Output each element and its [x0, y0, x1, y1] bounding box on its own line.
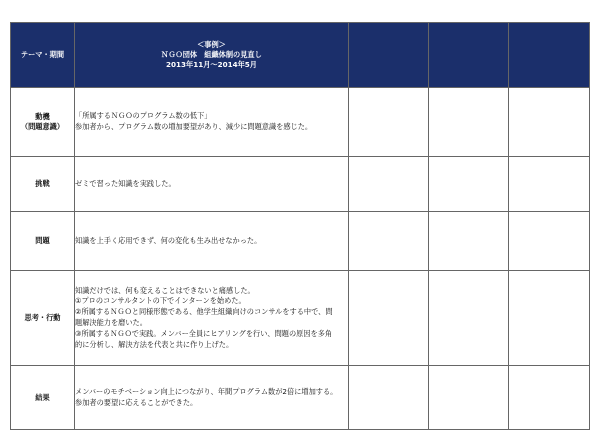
empty-cell: [429, 157, 509, 212]
theme-period-header: テーマ・期間: [11, 23, 75, 88]
body-line: 知識を上手く応用できず、何の変化も生み出せなかった。: [75, 235, 262, 245]
empty-cell: [429, 366, 509, 430]
empty-cell: [349, 157, 429, 212]
row-body: [75, 212, 349, 271]
row-body: [75, 271, 349, 366]
body-line: 題解決能力を磨いた。: [75, 318, 147, 327]
empty-cell: [509, 212, 590, 271]
body-line: ①プロのコンサルタントの下でインターンを始めた。: [75, 296, 246, 306]
case-table: [10, 22, 590, 430]
body-line: ②所属するＮＧＯと同様形態である、他学生組織向けのコンサルをする中で、問: [75, 307, 333, 317]
empty-cell: [509, 366, 590, 430]
row-label-line: 挑戦: [35, 179, 50, 188]
row-label: [11, 212, 75, 271]
empty-cell: [349, 271, 429, 366]
table-row-result: [11, 366, 590, 430]
row-label-line: （問題意識）: [20, 122, 65, 131]
empty-header-cell: [429, 23, 509, 88]
row-label: [11, 366, 75, 430]
row-label-line: 結果: [35, 392, 50, 402]
row-body: [75, 88, 349, 157]
body-line: 参加者から、プログラム数の増加要望があり、減少に問題意識を感じた。: [75, 122, 313, 131]
body-line: 参加者の要望に応えることができた。: [75, 397, 198, 407]
body-line: ゼミで習った知識を実践した。: [75, 178, 176, 188]
row-label: [11, 157, 75, 212]
case-header-line: 2013年11月～2014年5月: [166, 60, 257, 69]
row-body: [75, 366, 349, 430]
case-header-line: ＮＧＯ団体 組織体制の見直し: [161, 50, 262, 59]
empty-cell: [509, 157, 590, 212]
row-label: [11, 88, 75, 157]
body-line: 知識だけでは、何も変えることはできないと痛感した。: [75, 285, 255, 295]
empty-header-cell: [349, 23, 429, 88]
table-row-challenge: [11, 157, 590, 212]
body-line: 的に分析し、解決方法を代表と共に作り上げた。: [75, 339, 234, 349]
row-body: [75, 157, 349, 212]
empty-header-cell: [509, 23, 590, 88]
body-line: メンバーのモチベーション向上につながり、年間プログラム数が2倍に増加する。: [75, 386, 338, 396]
row-label-line: 動機: [35, 112, 50, 121]
table-row-thinking-action: [11, 271, 590, 366]
table-row-motivation: [11, 88, 590, 157]
row-label-line: 思考・行動: [24, 313, 61, 322]
empty-cell: [509, 88, 590, 157]
empty-cell: [429, 271, 509, 366]
body-line: ③所属するＮＧＯで実践。メンバー全員にヒアリングを行い、問題の原因を多角: [75, 328, 333, 338]
header-row: [11, 23, 590, 88]
empty-cell: [349, 88, 429, 157]
case-header: [75, 23, 349, 88]
empty-cell: [509, 271, 590, 366]
row-label: [11, 271, 75, 366]
row-label-line: 問題: [35, 236, 50, 245]
empty-cell: [349, 212, 429, 271]
empty-cell: [429, 212, 509, 271]
case-header-line: ＜事例＞: [197, 40, 226, 49]
table-row-problem: [11, 212, 590, 271]
empty-cell: [429, 88, 509, 157]
empty-cell: [349, 366, 429, 430]
body-line: 「所属するＮＧＯのプログラム数の低下」: [75, 111, 212, 121]
